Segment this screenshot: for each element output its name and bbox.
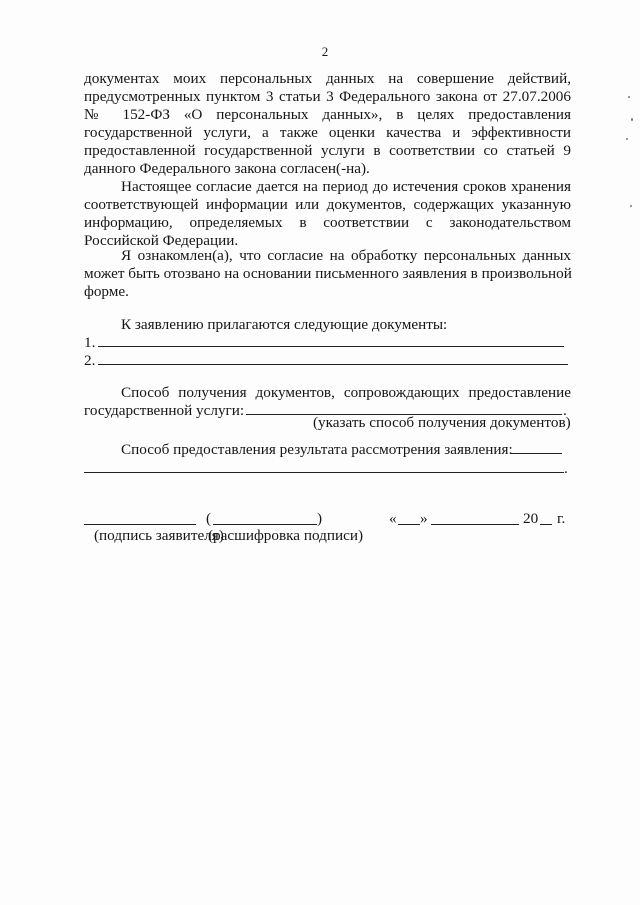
- text-line: Настоящее согласие дается на период до истечения сроков хранения: [121, 178, 571, 195]
- attachment-2-blank-line[interactable]: [98, 364, 568, 365]
- text-line: информацию, определяемых в соответствии с законодательством: [84, 214, 571, 231]
- scan-speck: [626, 138, 628, 140]
- text-line: Способ получения документов, сопровождающих предоставление: [121, 384, 571, 401]
- text-line: данного Федерального закона согласен(-на).: [84, 160, 370, 177]
- term-paragraph: [84, 178, 571, 250]
- scan-speck: [628, 96, 630, 98]
- close-paren: ): [317, 510, 323, 527]
- text-line: документах моих персональных данных на совершение действий,: [84, 70, 571, 87]
- text-line: предоставленной государственной услуги в соответствии со статьей 9: [84, 142, 571, 159]
- applicant-signature-caption: (подпись заявителя): [94, 527, 224, 544]
- text-line: форме.: [84, 283, 129, 300]
- applicant-signature-blank[interactable]: [84, 524, 196, 525]
- text-line: Российской Федерации.: [84, 232, 239, 249]
- result-method-blank-line[interactable]: [84, 472, 564, 473]
- result-method-label: Способ предоставления результата рассмотрения заявления:: [121, 441, 513, 458]
- text-line: предусмотренных пунктом 3 статьи 3 Федерального закона от 27.07.2006: [84, 88, 571, 105]
- date-close-quote: »: [420, 510, 428, 527]
- consent-paragraph: [84, 70, 571, 178]
- result-method-blank-inline[interactable]: [510, 453, 562, 454]
- year-suffix: г.: [557, 510, 566, 527]
- attachment-item-number: 2.: [84, 352, 96, 369]
- date-year-blank[interactable]: [540, 524, 552, 525]
- attachment-item-number: 1.: [84, 334, 96, 351]
- date-open-quote: «: [389, 510, 397, 527]
- receipt-method-caption: (указать способ получения документов): [313, 414, 571, 431]
- page-number: 2: [321, 44, 329, 59]
- text-line: может быть отозвано на основании письменного заявления в произвольной: [84, 265, 572, 282]
- text-line: государственной услуги, а также оценки качества и эффективности: [84, 124, 571, 141]
- text-line: № 152-ФЗ «О персональных данных», в целях предоставления: [84, 106, 571, 123]
- scan-speck: [631, 118, 633, 121]
- text-line: соответствующей информации или документов, содержащих указанную: [84, 196, 571, 213]
- end-mark: .: [563, 402, 567, 419]
- open-paren: (: [206, 510, 212, 527]
- revocation-notice-paragraph: [84, 247, 571, 301]
- attachment-1-blank-line[interactable]: [98, 346, 564, 347]
- date-month-blank[interactable]: [431, 524, 519, 525]
- signature-decoding-caption: (расшифровка подписи): [208, 527, 364, 544]
- text-line: Я ознакомлен(а), что согласие на обработку персональных данных: [121, 247, 571, 264]
- signature-decoding-blank[interactable]: [213, 524, 317, 525]
- year-prefix: 20: [523, 510, 539, 527]
- scan-speck: [630, 205, 632, 207]
- date-day-blank[interactable]: [398, 524, 420, 525]
- attachments-heading: К заявлению прилагаются следующие документы:: [121, 316, 448, 333]
- receipt-method-label: государственной услуги:: [84, 402, 245, 419]
- receipt-method-block: [84, 384, 571, 402]
- end-mark: .: [564, 460, 568, 477]
